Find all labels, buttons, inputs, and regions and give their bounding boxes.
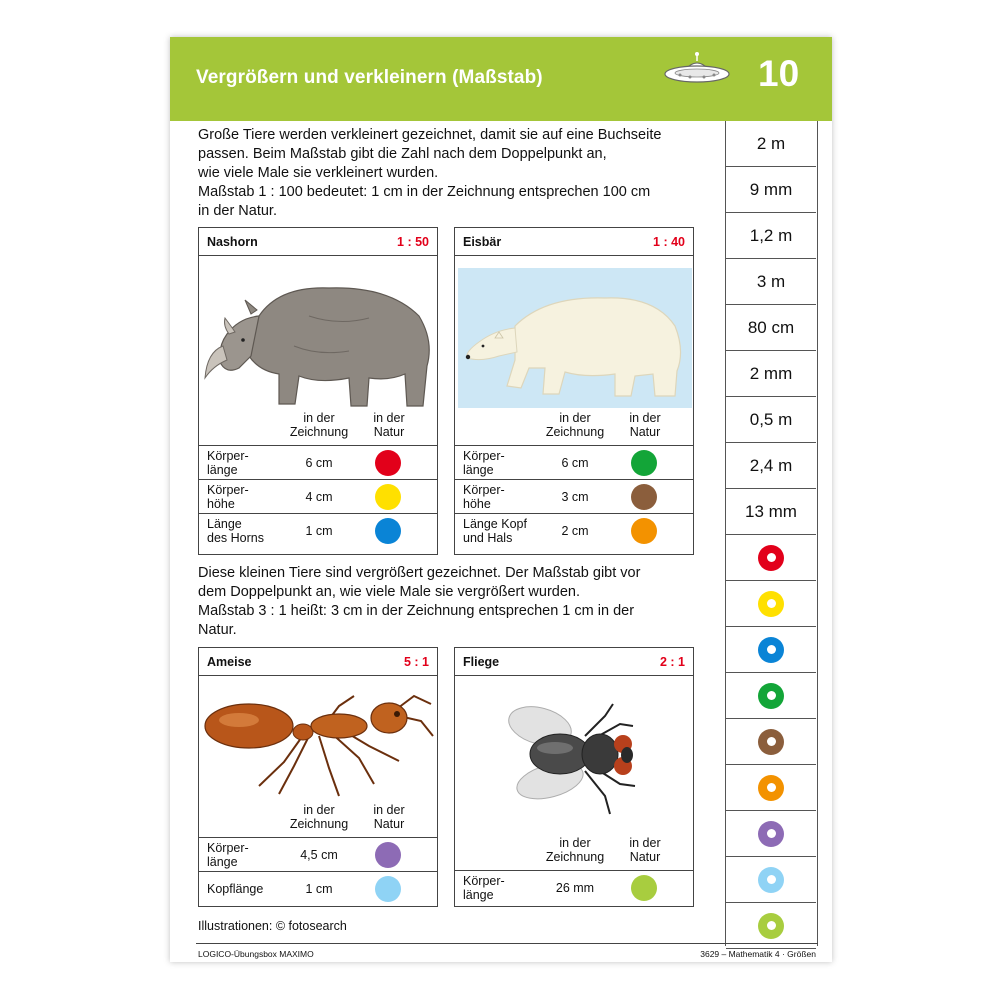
- ring-hole: [767, 875, 776, 884]
- column-head-drawing: Zeichnung: [545, 850, 605, 864]
- row-value: 26 mm: [555, 881, 595, 895]
- intro-text-small: [198, 564, 718, 640]
- row-label: Körper-: [463, 874, 505, 888]
- table-row: [199, 837, 437, 871]
- color-dot[interactable]: [375, 842, 401, 868]
- row-label: Körper-: [463, 449, 505, 463]
- intro-line: Maßstab 3 : 1 heißt: 3 cm in der Zeichnung entsprechen 1 cm in der: [198, 603, 635, 619]
- table-row: [455, 445, 693, 479]
- color-ring-icon: [758, 683, 784, 709]
- card-header: [199, 228, 437, 256]
- row-value: 4 cm: [305, 490, 333, 504]
- color-ring-icon: [758, 867, 784, 893]
- scale-label: 1 : 40: [653, 235, 685, 249]
- answer-cell[interactable]: 2,4 m: [726, 443, 816, 489]
- column-headers: [455, 411, 693, 445]
- answer-cell[interactable]: 9 mm: [726, 167, 816, 213]
- row-label: Körper-: [207, 483, 249, 497]
- column-head-nature: in der: [629, 411, 661, 425]
- ring-hole: [767, 783, 776, 792]
- column-head-drawing: in der: [559, 411, 591, 425]
- answer-column: [725, 121, 818, 946]
- column-head-nature: Natur: [629, 850, 661, 864]
- row-label: länge: [463, 463, 494, 477]
- color-ring-icon: [758, 637, 784, 663]
- color-dot[interactable]: [375, 518, 401, 544]
- answer-dot-cell[interactable]: [726, 673, 816, 719]
- answer-dot-cell[interactable]: [726, 765, 816, 811]
- answer-cell[interactable]: 1,2 m: [726, 213, 816, 259]
- color-dot[interactable]: [631, 518, 657, 544]
- color-ring-icon: [758, 729, 784, 755]
- answer-cell[interactable]: 2 m: [726, 121, 816, 167]
- column-head-drawing: Zeichnung: [545, 425, 605, 439]
- card-fliege: [454, 647, 694, 907]
- ant-illustration: [199, 676, 437, 803]
- answer-cell[interactable]: 2 mm: [726, 351, 816, 397]
- row-label: Körper-: [207, 449, 249, 463]
- column-head-drawing: Zeichnung: [289, 817, 349, 831]
- column-headers: [199, 803, 437, 837]
- table-row: [455, 479, 693, 513]
- color-dot[interactable]: [375, 484, 401, 510]
- answer-cell[interactable]: 3 m: [726, 259, 816, 305]
- page-number: 10: [758, 53, 800, 94]
- ring-hole: [767, 921, 776, 930]
- card-header: [455, 228, 693, 256]
- intro-text-large: [198, 126, 718, 221]
- image-credit: Illustrationen: © fotosearch: [198, 919, 347, 933]
- card-header: [199, 648, 437, 676]
- animal-name: Fliege: [463, 655, 500, 669]
- column-head-nature: in der: [629, 836, 661, 850]
- column-head-nature: in der: [373, 411, 405, 425]
- row-value: 1 cm: [305, 524, 333, 538]
- intro-line: Maßstab 1 : 100 bedeutet: 1 cm in der Zeichnung entsprechen 100 cm: [198, 184, 651, 200]
- intro-line: in der Natur.: [198, 203, 277, 219]
- row-value: 4,5 cm: [300, 848, 338, 862]
- intro-line: passen. Beim Maßstab gibt die Zahl nach dem Doppelpunkt an,: [198, 146, 607, 162]
- row-value: 6 cm: [561, 456, 589, 470]
- row-value: 1 cm: [305, 882, 333, 896]
- answer-dot-cell[interactable]: [726, 535, 816, 581]
- scale-label: 5 : 1: [403, 655, 429, 669]
- answer-dot-cell[interactable]: [726, 581, 816, 627]
- answer-cell[interactable]: 80 cm: [726, 305, 816, 351]
- table-row: [199, 513, 437, 547]
- column-head-drawing: Zeichnung: [289, 425, 349, 439]
- card-nashorn: [198, 227, 438, 555]
- column-headers: [455, 836, 693, 870]
- row-label: Körper-: [207, 841, 249, 855]
- table-row: [199, 445, 437, 479]
- color-ring-icon: [758, 913, 784, 939]
- row-label: Länge Kopf: [463, 517, 527, 531]
- row-label: und Hals: [463, 531, 513, 545]
- header-bar: [170, 37, 832, 121]
- color-ring-icon: [758, 545, 784, 571]
- column-head-nature: in der: [373, 803, 405, 817]
- table-row: [199, 479, 437, 513]
- color-dot[interactable]: [375, 876, 401, 902]
- intro-line: wie viele Male sie verkleinert wurden.: [198, 165, 439, 181]
- scale-label: 1 : 50: [397, 235, 429, 249]
- color-dot[interactable]: [631, 875, 657, 901]
- polar-bear-illustration: [455, 256, 693, 411]
- intro-line: dem Doppelpunkt an, wie viele Male sie vergrößert wurden.: [198, 584, 581, 600]
- column-headers: [199, 411, 437, 445]
- column-head-drawing: in der: [559, 836, 591, 850]
- table-row: [455, 870, 693, 904]
- row-label: des Horns: [207, 531, 264, 545]
- ring-hole: [767, 645, 776, 654]
- answer-dot-cell[interactable]: [726, 811, 816, 857]
- row-label: Länge: [207, 517, 242, 531]
- row-label: Körper-: [463, 483, 505, 497]
- animal-name: Ameise: [207, 655, 252, 669]
- rhino-illustration: [199, 256, 437, 411]
- row-value: 6 cm: [305, 456, 333, 470]
- scale-label: 2 : 1: [659, 655, 685, 669]
- answer-dot-cell[interactable]: [726, 857, 816, 903]
- ring-hole: [767, 553, 776, 562]
- column-head-drawing: in der: [303, 411, 335, 425]
- footer-divider: [196, 943, 818, 944]
- card-ameise: [198, 647, 438, 907]
- card-eisbaer: [454, 227, 694, 555]
- card-header: [455, 648, 693, 676]
- column-head-nature: Natur: [629, 425, 661, 439]
- intro-line: Große Tiere werden verkleinert gezeichnet, damit sie auf eine Buchseite: [198, 127, 662, 143]
- row-label: länge: [207, 855, 238, 869]
- row-label: Kopflänge: [207, 882, 264, 896]
- ring-hole: [767, 691, 776, 700]
- page-title: Vergrößern und verkleinern (Maßstab): [196, 67, 543, 88]
- column-head-drawing: in der: [303, 803, 335, 817]
- row-label: höhe: [463, 497, 491, 511]
- color-ring-icon: [758, 775, 784, 801]
- answer-dot-cell[interactable]: [726, 627, 816, 673]
- ring-hole: [767, 737, 776, 746]
- answer-cell[interactable]: 13 mm: [726, 489, 816, 535]
- ring-hole: [767, 829, 776, 838]
- table-row: [455, 513, 693, 547]
- animal-name: Eisbär: [463, 235, 502, 249]
- color-ring-icon: [758, 821, 784, 847]
- row-label: länge: [207, 463, 238, 477]
- table-row: [199, 871, 437, 905]
- column-head-nature: Natur: [373, 425, 405, 439]
- answer-cell[interactable]: 0,5 m: [726, 397, 816, 443]
- color-dot[interactable]: [375, 450, 401, 476]
- fly-illustration: [455, 676, 693, 836]
- ufo-icon: [662, 51, 732, 91]
- intro-line: Diese kleinen Tiere sind vergrößert gezeichnet. Der Maßstab gibt vor: [198, 565, 641, 581]
- color-dot[interactable]: [631, 450, 657, 476]
- row-label: länge: [463, 888, 494, 902]
- row-label: höhe: [207, 497, 235, 511]
- row-value: 3 cm: [561, 490, 589, 504]
- color-dot[interactable]: [631, 484, 657, 510]
- color-ring-icon: [758, 591, 784, 617]
- column-head-nature: Natur: [373, 817, 405, 831]
- footer-product: 3629 – Mathematik 4 · Größen: [700, 949, 816, 959]
- footer-series: LOGICO-Übungsbox MAXIMO: [198, 949, 314, 959]
- worksheet: [170, 37, 832, 962]
- answer-dot-cell[interactable]: [726, 719, 816, 765]
- row-value: 2 cm: [561, 524, 589, 538]
- ring-hole: [767, 599, 776, 608]
- intro-line: Natur.: [198, 622, 237, 638]
- animal-name: Nashorn: [207, 235, 258, 249]
